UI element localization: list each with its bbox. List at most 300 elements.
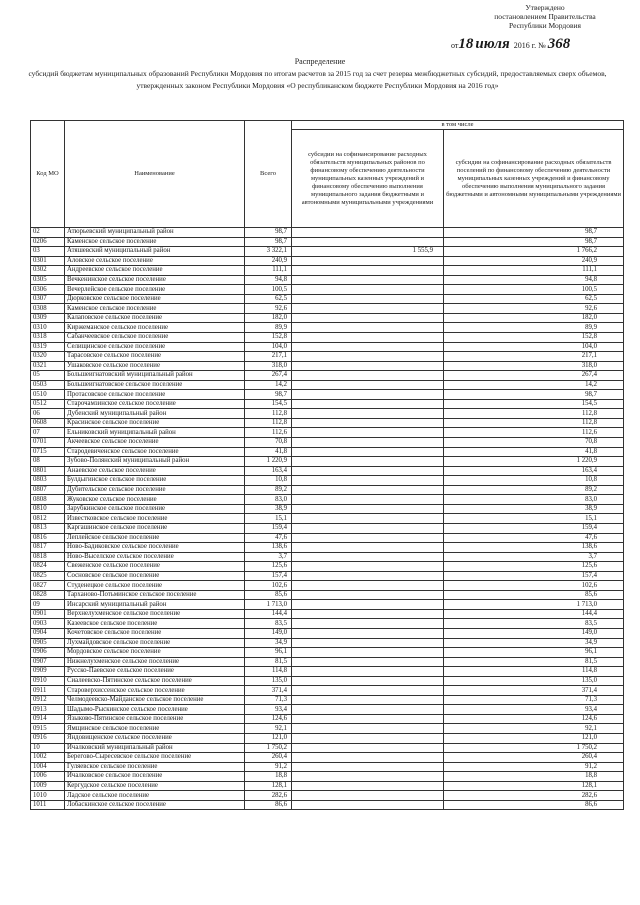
cell-code: 06	[31, 409, 65, 419]
cell-total: 70,8	[245, 438, 292, 448]
cell-name: Красинское сельское поселение	[65, 418, 245, 428]
cell-subsidy-districts	[292, 686, 444, 696]
cell-subsidy-settlements: 100,5	[444, 285, 624, 295]
cell-name: Известковское сельское поселение	[65, 514, 245, 524]
cell-name: Лобаскинское сельское поселение	[65, 800, 245, 810]
cell-name: Нижнелухменское сельское поселение	[65, 657, 245, 667]
cell-code: 0816	[31, 533, 65, 543]
cell-subsidy-settlements: 159,4	[444, 523, 624, 533]
cell-subsidy-settlements: 1 766,2	[444, 247, 624, 257]
cell-subsidy-settlements: 91,2	[444, 762, 624, 772]
cell-code: 0306	[31, 285, 65, 295]
cell-subsidy-districts	[292, 447, 444, 457]
cell-total: 14,2	[245, 380, 292, 390]
document-subtitle: субсидий бюджетам муниципальных образований Республики Мордовия по итогам расчетов за 2015 год за счет резерва межбюджетных субсидий, предоставляемых сверх объемов, утвержденных законом Республики Мордовия «О республиканском бюджете Республики Мордовия на 2016 год»	[28, 69, 607, 90]
cell-code: 07	[31, 428, 65, 438]
cell-total: 163,4	[245, 466, 292, 476]
cell-subsidy-districts	[292, 418, 444, 428]
cell-name: Булдыгинское сельское поселение	[65, 476, 245, 486]
cell-subsidy-districts	[292, 609, 444, 619]
table-row	[31, 390, 624, 400]
cell-code: 0905	[31, 638, 65, 648]
table-row	[31, 438, 624, 448]
cell-name: Лухмайдовское сельское поселение	[65, 638, 245, 648]
cell-subsidy-districts	[292, 266, 444, 276]
cell-code: 0503	[31, 380, 65, 390]
cell-total: 182,0	[245, 313, 292, 323]
cell-total: 98,7	[245, 237, 292, 247]
cell-subsidy-districts	[292, 743, 444, 753]
cell-code: 0904	[31, 628, 65, 638]
cell-total: 371,4	[245, 686, 292, 696]
cell-name: Селищинское сельское поселение	[65, 342, 245, 352]
cell-code: 0810	[31, 504, 65, 514]
table-row	[31, 523, 624, 533]
cell-name: Мордовское сельское поселение	[65, 648, 245, 658]
cell-subsidy-districts	[292, 352, 444, 362]
cell-name: Челмодеевско-Майданское сельское поселение	[65, 695, 245, 705]
cell-total: 83,0	[245, 495, 292, 505]
table-row	[31, 371, 624, 381]
cell-subsidy-districts	[292, 409, 444, 419]
cell-name: Зубово-Полянский муниципальный район	[65, 457, 245, 467]
cell-total: 62,5	[245, 294, 292, 304]
cell-subsidy-settlements: 157,4	[444, 571, 624, 581]
cell-code: 1010	[31, 791, 65, 801]
cell-name: Гуляевское сельское поселение	[65, 762, 245, 772]
cell-subsidy-settlements: 98,7	[444, 228, 624, 238]
cell-subsidy-settlements: 318,0	[444, 361, 624, 371]
cell-subsidy-settlements: 18,8	[444, 772, 624, 782]
cell-name: Ушаковское сельское поселение	[65, 361, 245, 371]
cell-name: Свеженское сельское поселение	[65, 562, 245, 572]
cell-code: 08	[31, 457, 65, 467]
cell-subsidy-settlements: 98,7	[444, 390, 624, 400]
table-row	[31, 418, 624, 428]
cell-code: 0817	[31, 543, 65, 553]
cell-subsidy-districts	[292, 294, 444, 304]
cell-total: 3,7	[245, 552, 292, 562]
cell-subsidy-districts	[292, 562, 444, 572]
cell-total: 92,1	[245, 724, 292, 734]
cell-code: 0320	[31, 352, 65, 362]
cell-subsidy-settlements: 240,9	[444, 256, 624, 266]
cell-subsidy-districts	[292, 485, 444, 495]
cell-code: 0801	[31, 466, 65, 476]
cell-subsidy-districts	[292, 514, 444, 524]
cell-code: 0608	[31, 418, 65, 428]
cell-subsidy-settlements: 62,5	[444, 294, 624, 304]
cell-subsidy-settlements: 86,6	[444, 800, 624, 810]
cell-total: 114,8	[245, 667, 292, 677]
cell-code: 05	[31, 371, 65, 381]
cell-subsidy-settlements: 89,9	[444, 323, 624, 333]
cell-subsidy-districts	[292, 390, 444, 400]
cell-subsidy-districts	[292, 380, 444, 390]
table-row	[31, 676, 624, 686]
table-row	[31, 457, 624, 467]
cell-name: Анаевское сельское поселение	[65, 466, 245, 476]
cell-code: 0915	[31, 724, 65, 734]
cell-subsidy-districts	[292, 428, 444, 438]
header-total: Всего	[245, 121, 292, 228]
cell-subsidy-settlements: 15,1	[444, 514, 624, 524]
cell-name: Верхнелухменское сельское поселение	[65, 609, 245, 619]
cell-name: Ичалковское сельское поселение	[65, 772, 245, 782]
cell-total: 318,0	[245, 361, 292, 371]
cell-total: 85,6	[245, 590, 292, 600]
cell-subsidy-settlements: 94,8	[444, 275, 624, 285]
cell-subsidy-districts	[292, 438, 444, 448]
table-row	[31, 667, 624, 677]
cell-total: 47,6	[245, 533, 292, 543]
decree-year: 2016 г.	[513, 41, 537, 50]
cell-name: Ново-Бадиковское сельское поселение	[65, 543, 245, 553]
table-row	[31, 323, 624, 333]
cell-subsidy-settlements: 124,6	[444, 714, 624, 724]
cell-total: 1 750,2	[245, 743, 292, 753]
cell-code: 0907	[31, 657, 65, 667]
cell-subsidy-settlements: 41,8	[444, 447, 624, 457]
cell-subsidy-districts	[292, 285, 444, 295]
cell-subsidy-districts	[292, 304, 444, 314]
cell-code: 1006	[31, 772, 65, 782]
table-row	[31, 275, 624, 285]
cell-total: 124,6	[245, 714, 292, 724]
cell-total: 282,6	[245, 791, 292, 801]
cell-code: 0813	[31, 523, 65, 533]
cell-subsidy-settlements: 217,1	[444, 352, 624, 362]
header-including: в том числе	[292, 121, 624, 130]
cell-subsidy-districts	[292, 753, 444, 763]
cell-code: 0912	[31, 695, 65, 705]
cell-name: Кергудское сельское поселение	[65, 781, 245, 791]
cell-subsidy-districts	[292, 648, 444, 658]
cell-code: 1009	[31, 781, 65, 791]
table-row	[31, 762, 624, 772]
cell-name: Андреевское сельское поселение	[65, 266, 245, 276]
cell-total: 112,8	[245, 409, 292, 419]
cell-subsidy-settlements: 83,5	[444, 619, 624, 629]
decree-number: 368	[547, 36, 571, 52]
cell-total: 267,4	[245, 371, 292, 381]
cell-subsidy-settlements: 38,9	[444, 504, 624, 514]
cell-subsidy-districts	[292, 256, 444, 266]
cell-subsidy-settlements: 267,4	[444, 371, 624, 381]
cell-total: 38,9	[245, 504, 292, 514]
cell-subsidy-settlements: 112,6	[444, 428, 624, 438]
cell-name: Тарханово-Потьминское сельское поселение	[65, 590, 245, 600]
decree-day: 18	[458, 36, 474, 52]
cell-total: 111,1	[245, 266, 292, 276]
table-row	[31, 247, 624, 257]
cell-total: 154,5	[245, 399, 292, 409]
table-row	[31, 705, 624, 715]
header-name: Наименование	[65, 121, 245, 228]
cell-total: 98,7	[245, 390, 292, 400]
cell-name: Старочамзинское сельское поселение	[65, 399, 245, 409]
cell-name: Большеигнатовский муниципальный район	[65, 371, 245, 381]
cell-code: 0308	[31, 304, 65, 314]
cell-code: 0512	[31, 399, 65, 409]
cell-total: 240,9	[245, 256, 292, 266]
approval-line-1: Утверждено	[525, 3, 565, 12]
cell-subsidy-settlements: 121,0	[444, 733, 624, 743]
cell-subsidy-settlements: 102,6	[444, 581, 624, 591]
cell-code: 0828	[31, 590, 65, 600]
cell-subsidy-settlements: 112,8	[444, 418, 624, 428]
cell-name: Ямщинское сельское поселение	[65, 724, 245, 734]
table-row	[31, 581, 624, 591]
table-row	[31, 352, 624, 362]
table-row	[31, 514, 624, 524]
table-row	[31, 313, 624, 323]
cell-code: 0911	[31, 686, 65, 696]
table-row	[31, 399, 624, 409]
cell-subsidy-settlements: 114,8	[444, 667, 624, 677]
cell-code: 0318	[31, 333, 65, 343]
cell-subsidy-settlements: 85,6	[444, 590, 624, 600]
table-row	[31, 791, 624, 801]
cell-code: 0807	[31, 485, 65, 495]
cell-subsidy-districts	[292, 714, 444, 724]
table-row	[31, 571, 624, 581]
decree-from: от	[451, 41, 459, 50]
cell-name: Староверхиссенское сельское поселение	[65, 686, 245, 696]
cell-name: Казеевское сельское поселение	[65, 619, 245, 629]
cell-subsidy-districts	[292, 733, 444, 743]
cell-code: 0909	[31, 667, 65, 677]
table-row	[31, 361, 624, 371]
cell-code: 0812	[31, 514, 65, 524]
cell-total: 217,1	[245, 352, 292, 362]
cell-name: Ичалковский муниципальный район	[65, 743, 245, 753]
cell-subsidy-settlements: 154,5	[444, 399, 624, 409]
cell-total: 91,2	[245, 762, 292, 772]
table-row	[31, 686, 624, 696]
table-row	[31, 380, 624, 390]
cell-subsidy-settlements: 111,1	[444, 266, 624, 276]
cell-subsidy-districts	[292, 571, 444, 581]
cell-total: 98,7	[245, 228, 292, 238]
table-row	[31, 600, 624, 610]
cell-subsidy-settlements: 81,5	[444, 657, 624, 667]
cell-name: Сосновское сельское поселение	[65, 571, 245, 581]
cell-total: 3 322,1	[245, 247, 292, 257]
cell-total: 260,4	[245, 753, 292, 763]
decree-date-number	[451, 36, 570, 53]
cell-code: 0903	[31, 619, 65, 629]
cell-total: 135,0	[245, 676, 292, 686]
cell-subsidy-districts	[292, 581, 444, 591]
cell-subsidy-districts	[292, 600, 444, 610]
decree-num-sign: №	[538, 41, 546, 50]
cell-subsidy-settlements: 71,3	[444, 695, 624, 705]
cell-name: Инсарский муниципальный район	[65, 600, 245, 610]
cell-name: Каргашинское сельское поселение	[65, 523, 245, 533]
cell-subsidy-settlements: 138,6	[444, 543, 624, 553]
table-row	[31, 781, 624, 791]
cell-subsidy-settlements: 260,4	[444, 753, 624, 763]
cell-code: 0701	[31, 438, 65, 448]
table-row	[31, 695, 624, 705]
cell-code: 0827	[31, 581, 65, 591]
cell-subsidy-settlements: 1 220,9	[444, 457, 624, 467]
header-subsidy-settlements: субсидии на софинансирование расходных обязательств поселений по финансовому обеспечению деятельности муниципальных казенных учреждений и финансовому обеспечению выполнения муниципального задания бюджетными и автономными муниципальными учреждениями	[444, 130, 624, 228]
cell-subsidy-districts	[292, 628, 444, 638]
cell-name: Кочетовское сельское поселение	[65, 628, 245, 638]
cell-name: Ельниковский муниципальный район	[65, 428, 245, 438]
table-row	[31, 447, 624, 457]
cell-name: Стародевиченское сельское поселение	[65, 447, 245, 457]
cell-total: 112,8	[245, 418, 292, 428]
table-row	[31, 428, 624, 438]
cell-subsidy-settlements: 112,8	[444, 409, 624, 419]
cell-subsidy-districts	[292, 371, 444, 381]
cell-subsidy-settlements: 96,1	[444, 648, 624, 658]
cell-name: Яндовищенское сельское поселение	[65, 733, 245, 743]
cell-code: 0301	[31, 256, 65, 266]
table-row	[31, 333, 624, 343]
table-row	[31, 342, 624, 352]
cell-total: 1 220,9	[245, 457, 292, 467]
cell-total: 144,4	[245, 609, 292, 619]
table-row	[31, 657, 624, 667]
cell-name: Калаповское сельское поселение	[65, 313, 245, 323]
cell-name: Вечкенинское сельское поселение	[65, 275, 245, 285]
table-row	[31, 294, 624, 304]
table-row	[31, 304, 624, 314]
cell-subsidy-districts	[292, 476, 444, 486]
table-row	[31, 724, 624, 734]
cell-code: 0910	[31, 676, 65, 686]
cell-total: 93,4	[245, 705, 292, 715]
table-row	[31, 466, 624, 476]
cell-subsidy-settlements: 3,7	[444, 552, 624, 562]
cell-name: Шадымо-Рыскинское сельское поселение	[65, 705, 245, 715]
cell-name: Тарасовское сельское поселение	[65, 352, 245, 362]
table-row	[31, 476, 624, 486]
cell-subsidy-districts	[292, 361, 444, 371]
cell-total: 149,0	[245, 628, 292, 638]
cell-name: Русско-Паевское сельское поселение	[65, 667, 245, 677]
table-row	[31, 256, 624, 266]
cell-subsidy-districts	[292, 323, 444, 333]
cell-subsidy-settlements: 34,9	[444, 638, 624, 648]
cell-name: Дубительское сельское поселение	[65, 485, 245, 495]
cell-name: Каменское сельское поселение	[65, 304, 245, 314]
approval-line-2: постановлением Правительства	[494, 12, 596, 21]
cell-code: 0319	[31, 342, 65, 352]
cell-total: 121,0	[245, 733, 292, 743]
table-row	[31, 504, 624, 514]
table-row	[31, 753, 624, 763]
cell-subsidy-districts	[292, 676, 444, 686]
cell-subsidy-districts	[292, 466, 444, 476]
cell-code: 0825	[31, 571, 65, 581]
table-row	[31, 590, 624, 600]
table-row	[31, 543, 624, 553]
subsidy-table	[30, 120, 624, 810]
cell-subsidy-settlements: 182,0	[444, 313, 624, 323]
cell-code: 0803	[31, 476, 65, 486]
table-row	[31, 743, 624, 753]
cell-subsidy-districts	[292, 457, 444, 467]
cell-code: 0206	[31, 237, 65, 247]
cell-total: 10,8	[245, 476, 292, 486]
cell-subsidy-districts	[292, 495, 444, 505]
cell-subsidy-settlements: 14,2	[444, 380, 624, 390]
table-row	[31, 733, 624, 743]
cell-total: 18,8	[245, 772, 292, 782]
cell-code: 1002	[31, 753, 65, 763]
cell-code: 0901	[31, 609, 65, 619]
table-row	[31, 772, 624, 782]
cell-name: Каменское сельское поселение	[65, 237, 245, 247]
approval-block	[480, 3, 610, 30]
cell-subsidy-settlements: 89,2	[444, 485, 624, 495]
header-subsidy-districts: субсидии на софинансирование расходных обязательств муниципальных районов по финансовому обеспечению деятельности муниципальных казенных учреждений и финансовому обеспечению выполнения муниципального задания бюджетными и автономными муниципальными учреждениями	[292, 130, 444, 228]
table-row	[31, 533, 624, 543]
cell-subsidy-districts	[292, 313, 444, 323]
cell-total: 89,2	[245, 485, 292, 495]
cell-subsidy-settlements: 135,0	[444, 676, 624, 686]
cell-name: Сабанчеевское сельское поселение	[65, 333, 245, 343]
decree-month: июля	[475, 36, 510, 52]
table-body	[31, 228, 624, 810]
table-row	[31, 638, 624, 648]
cell-subsidy-districts	[292, 695, 444, 705]
cell-subsidy-districts	[292, 791, 444, 801]
cell-code: 0305	[31, 275, 65, 285]
table-row	[31, 552, 624, 562]
table-row	[31, 409, 624, 419]
cell-code: 09	[31, 600, 65, 610]
cell-total: 34,9	[245, 638, 292, 648]
table-row	[31, 285, 624, 295]
cell-code: 0808	[31, 495, 65, 505]
cell-subsidy-districts	[292, 762, 444, 772]
cell-subsidy-districts	[292, 705, 444, 715]
cell-subsidy-districts	[292, 781, 444, 791]
cell-subsidy-districts	[292, 237, 444, 247]
cell-subsidy-districts	[292, 552, 444, 562]
cell-subsidy-districts	[292, 399, 444, 409]
cell-total: 96,1	[245, 648, 292, 658]
cell-code: 0818	[31, 552, 65, 562]
cell-subsidy-settlements: 98,7	[444, 237, 624, 247]
table-row	[31, 619, 624, 629]
cell-subsidy-districts	[292, 724, 444, 734]
cell-subsidy-districts	[292, 342, 444, 352]
cell-subsidy-settlements: 144,4	[444, 609, 624, 619]
cell-total: 128,1	[245, 781, 292, 791]
cell-name: Атюрьевский муниципальный район	[65, 228, 245, 238]
cell-code: 10	[31, 743, 65, 753]
cell-total: 1 713,0	[245, 600, 292, 610]
cell-total: 112,6	[245, 428, 292, 438]
cell-subsidy-settlements: 149,0	[444, 628, 624, 638]
cell-code: 0309	[31, 313, 65, 323]
cell-total: 89,9	[245, 323, 292, 333]
cell-subsidy-districts	[292, 275, 444, 285]
cell-total: 94,8	[245, 275, 292, 285]
cell-code: 1011	[31, 800, 65, 810]
cell-total: 41,8	[245, 447, 292, 457]
cell-subsidy-settlements: 10,8	[444, 476, 624, 486]
cell-total: 92,6	[245, 304, 292, 314]
cell-subsidy-districts	[292, 667, 444, 677]
